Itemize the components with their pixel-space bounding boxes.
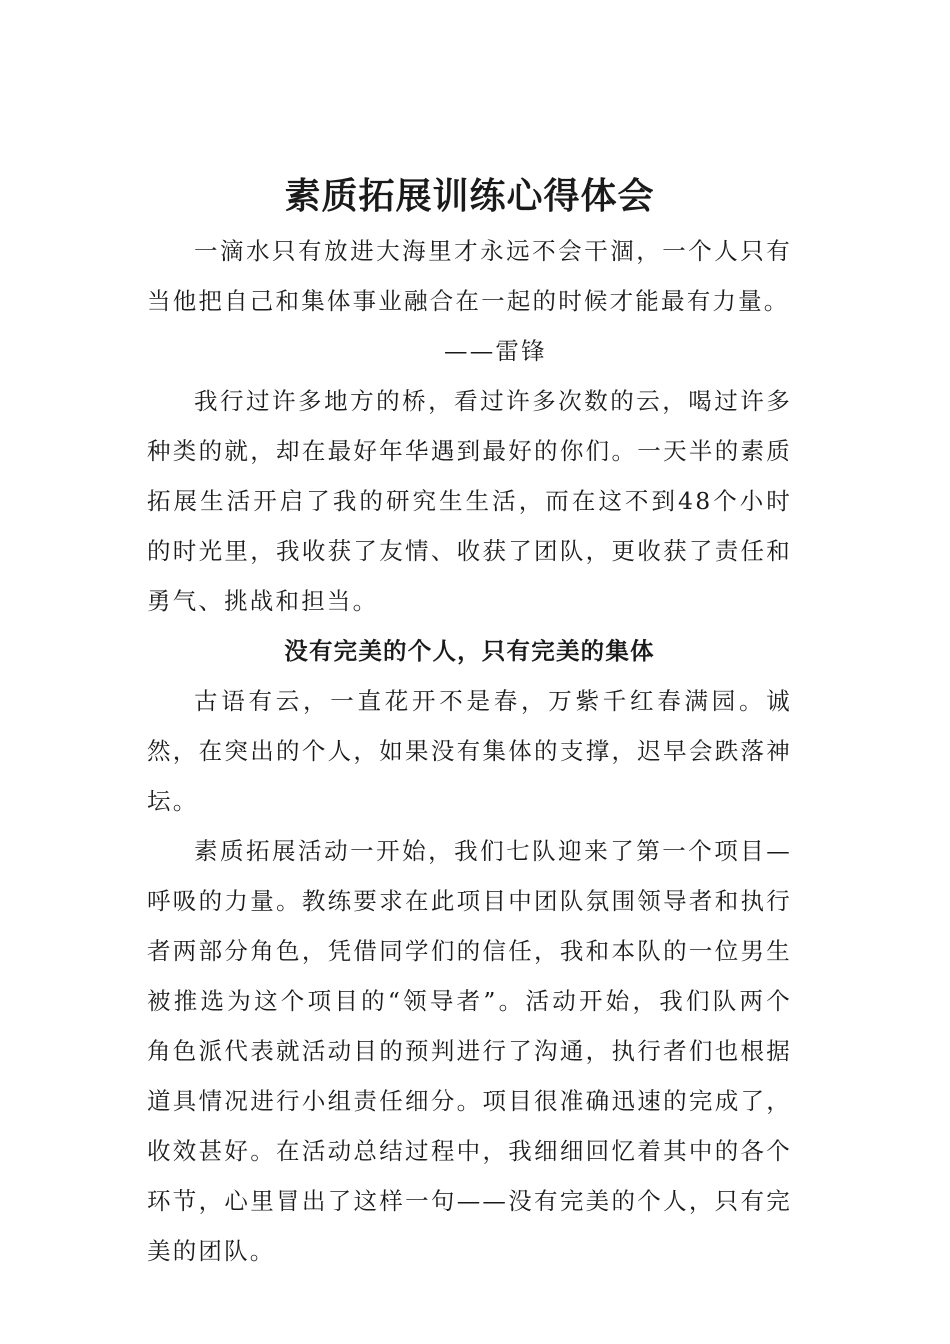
section-subheading: 没有完美的个人，只有完美的集体 <box>284 637 655 665</box>
paragraph-proverb: 古语有云，一直花开不是春，万紫千红春满园。诚然，在突出的个人，如果没有集体的支撑，迟早会跌落神坛。 <box>147 687 792 815</box>
document-title: 素质拓展训练心得体会 <box>284 175 655 218</box>
paragraph-intro: 我行过许多地方的桥，看过许多次数的云，喝过许多种类的就，却在最好年华遇到最好的你们。一天半的素质拓展生活开启了我的研究生生活，而在这不到48个小时的时光里，我收获了友情、收获了团队，更收获了责任和勇气、挑战和担当。 <box>147 387 792 615</box>
quote-attribution: ——雷锋 <box>444 337 547 365</box>
opening-quote: 一滴水只有放进大海里才永远不会干涸，一个人只有当他把自己和集体事业融合在一起的时候才能最有力量。 <box>147 237 792 315</box>
paragraph-activity: 素质拓展活动一开始，我们七队迎来了第一个项目—呼吸的力量。教练要求在此项目中团队氛围领导者和执行者两部分角色，凭借同学们的信任，我和本队的一位男生被推选为这个项目的“领导者”。活动开始，我们队两个角色派代表就活动目的预判进行了沟通，执行者们也根据道具情况进行小组责任细分。项目很准确迅速的完成了，收效甚好。在活动总结过程中，我细细回忆着其中的各个环节，心里冒出了这样一句——没有完美的个人，只有完美的团队。 <box>147 837 792 1265</box>
document-body <box>147 226 792 1276</box>
